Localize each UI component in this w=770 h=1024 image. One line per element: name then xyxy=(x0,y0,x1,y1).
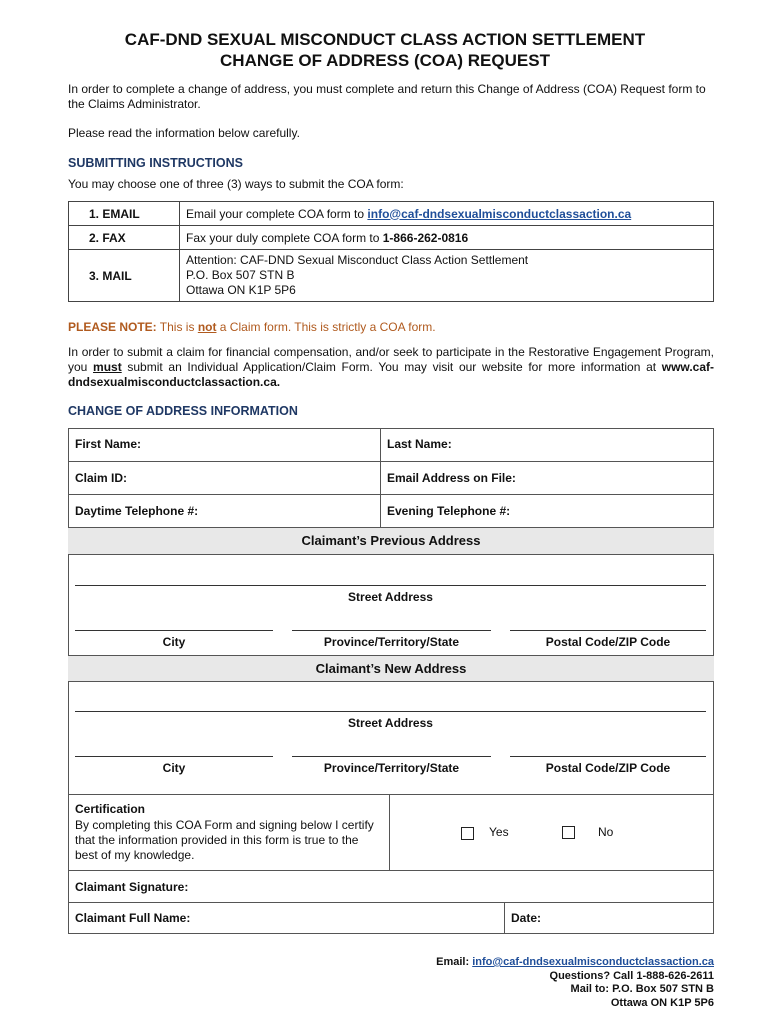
first-name-field[interactable]: First Name: xyxy=(75,437,142,451)
submitting-lead: You may choose one of three (3) ways to submit the COA form: xyxy=(68,177,404,191)
intro-read-carefully: Please read the information below carefully. xyxy=(68,126,300,140)
prev-postal-input[interactable] xyxy=(510,630,706,631)
previous-address-header: Claimant’s Previous Address xyxy=(68,527,714,555)
please-note: PLEASE NOTE: This is not a Claim form. This is strictly a COA form. xyxy=(68,320,436,334)
prev-province-label: Province/Territory/State xyxy=(323,635,460,649)
certification-text: By completing this COA Form and signing below I certify that the information provided in this form is true to the best of my knowledge. xyxy=(75,818,374,862)
new-address-header: Claimant’s New Address xyxy=(68,655,714,682)
submitting-heading: SUBMITTING INSTRUCTIONS xyxy=(68,156,243,170)
new-city-input[interactable] xyxy=(75,756,273,757)
no-label: No xyxy=(598,825,614,839)
footer-email-link[interactable]: info@caf-dndsexualmisconductclassaction.ca xyxy=(472,956,714,968)
email-on-file-field[interactable]: Email Address on File: xyxy=(387,471,516,485)
prev-street-label: Street Address xyxy=(348,590,433,604)
new-postal-input[interactable] xyxy=(510,756,706,757)
submission-methods-table xyxy=(68,201,714,302)
coa-heading: CHANGE OF ADDRESS INFORMATION xyxy=(68,404,298,418)
footer-mail-to: Mail to: P.O. Box 507 STN B xyxy=(570,983,714,995)
certification-title: Certification xyxy=(75,802,146,816)
footer-city: Ottawa ON K1P 5P6 xyxy=(610,996,714,1009)
method-mail-desc: Attention: CAF-DND Sexual Misconduct Class Action Settlement P.O. Box 507 STN B Ottawa ON K1P 5P6 xyxy=(180,250,714,302)
footer-contact: Email: info@caf-dndsexualmisconductclassaction.ca Questions? Call 1-888-626-2611 Mail to: P.O. Box 507 STN B Ottawa ON K1P 5P6 xyxy=(436,956,714,1009)
method-email: 1. EMAIL xyxy=(69,202,180,226)
prev-city-label: City xyxy=(162,635,186,649)
claim-id-field[interactable]: Claim ID: xyxy=(75,471,128,485)
prev-city-input[interactable] xyxy=(75,630,273,631)
method-fax: 2. FAX xyxy=(69,226,180,250)
method-fax-desc: Fax your duly complete COA form to 1-866-262-0816 xyxy=(180,226,714,250)
page-title: CAF-DND SEXUAL MISCONDUCT CLASS ACTION SETTLEMENT xyxy=(124,30,646,49)
daytime-phone-field[interactable]: Daytime Telephone #: xyxy=(75,504,199,518)
footer-questions: Questions? Call 1-888-626-2611 xyxy=(549,969,714,982)
new-postal-label: Postal Code/ZIP Code xyxy=(545,761,671,775)
date-field[interactable]: Date: xyxy=(511,911,542,925)
page-subtitle: CHANGE OF ADDRESS (COA) REQUEST xyxy=(220,51,550,70)
prev-postal-label: Postal Code/ZIP Code xyxy=(545,635,671,649)
email-link[interactable]: info@caf-dndsexualmisconductclassaction.ca xyxy=(367,206,632,221)
prev-province-input[interactable] xyxy=(292,630,491,631)
claim-info-paragraph: In order to submit a claim for financial compensation, and/or seek to participate in the Restorative Engagement Program, you must submit an Individual Application/Claim Form. You may visit our website for more information at www.caf-dndsexualmisconductclassaction.ca. xyxy=(68,345,714,389)
intro-paragraph: In order to complete a change of address, you must complete and return this Change of Address (COA) Request form to the Claims Administrator. xyxy=(68,82,706,111)
yes-label: Yes xyxy=(489,825,509,839)
new-province-input[interactable] xyxy=(292,756,491,757)
yes-checkbox[interactable] xyxy=(461,827,474,840)
new-street-label: Street Address xyxy=(348,716,433,730)
last-name-field[interactable]: Last Name: xyxy=(387,437,452,451)
new-city-label: City xyxy=(162,761,186,775)
fax-number: 1-866-262-0816 xyxy=(382,230,469,245)
prev-street-input[interactable] xyxy=(75,585,706,586)
new-street-input[interactable] xyxy=(75,711,706,712)
full-name-field[interactable]: Claimant Full Name: xyxy=(75,911,191,925)
no-checkbox[interactable] xyxy=(562,826,575,839)
method-mail: 3. MAIL xyxy=(69,250,180,302)
new-province-label: Province/Territory/State xyxy=(323,761,460,775)
evening-phone-field[interactable]: Evening Telephone #: xyxy=(387,504,511,518)
method-email-desc: Email your complete COA form to info@caf-dndsexualmisconductclassaction.ca xyxy=(180,202,714,226)
signature-field[interactable]: Claimant Signature: xyxy=(75,880,189,894)
